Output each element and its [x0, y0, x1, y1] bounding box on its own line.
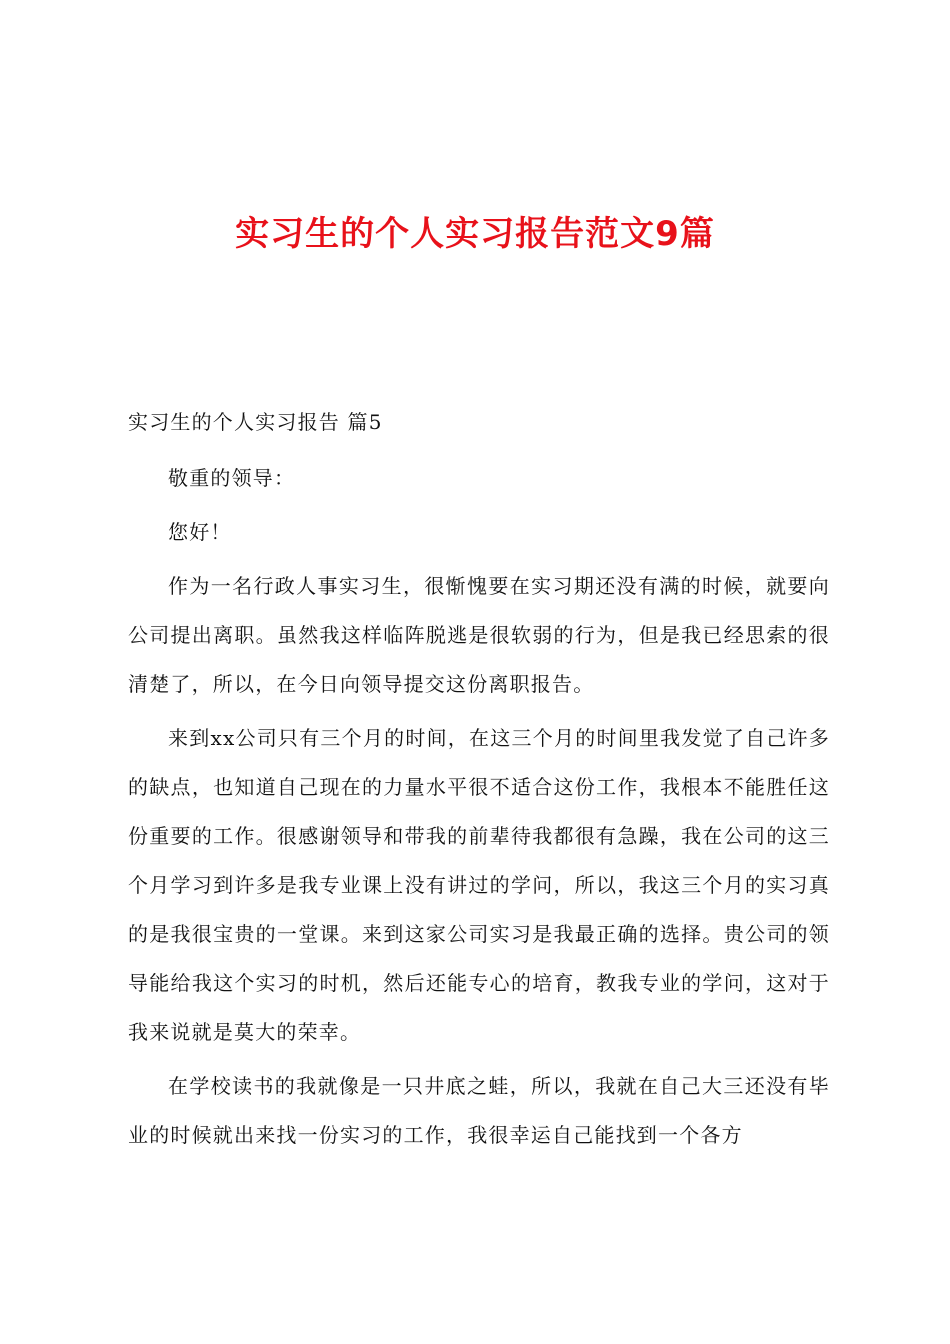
paragraph: 作为一名行政人事实习生，很惭愧要在实习期还没有满的时候，就要向公司提出离职。虽然我这样临阵脱逃是很软弱的行为，但是我已经思索的很清楚了，所以，在今日向领导提交这份离职报告。 [128, 574, 830, 696]
paragraph: 在学校读书的我就像是一只井底之蛙，所以，我就在自己大三还没有毕业的时候就出来找一份实习的工作，我很幸运自己能找到一个各方 [128, 1074, 830, 1147]
document-body [128, 398, 830, 1165]
document-title: 实习生的个人实习报告范文9篇 [235, 214, 715, 254]
greeting: 您好！ [168, 520, 232, 544]
paragraph: 来到xx公司只有三个月的时间，在这三个月的时间里我发觉了自己许多的缺点，也知道自己现在的力量水平很不适合这份工作，我根本不能胜任这份重要的工作。很感谢领导和带我的前辈待我都很有急躁，我在公司的这三个月学习到许多是我专业课上没有讲过的学问，所以，我这三个月的实习真的是我很宝贵的一堂课。来到这家公司实习是我最正确的选择。贵公司的领导能给我这个实习的时机，然后还能专心的培育，教我专业的学问，这对于我来说就是莫大的荣幸。 [128, 726, 830, 1044]
salutation: 敬重的领导： [168, 466, 296, 490]
section-heading: 实习生的个人实习报告 篇5 [128, 410, 383, 434]
